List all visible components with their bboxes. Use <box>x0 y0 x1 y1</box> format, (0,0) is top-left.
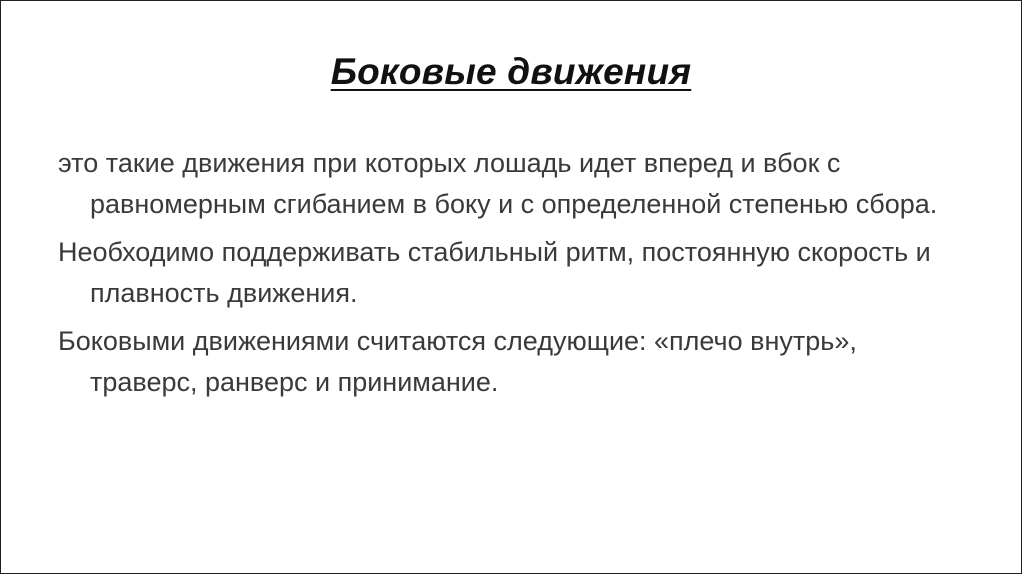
paragraph-rhythm: Необходимо поддерживать стабильный ритм, постоянную скорость и плавность движения. <box>58 237 931 308</box>
paragraph-movement-types: Боковыми движениями считаются следующие: «плечо внутрь», траверс, ранверс и принимание. <box>58 326 857 397</box>
paragraph-definition: это такие движения при которых лошадь идет вперед и вбок с равномерным сгибанием в боку и с определенной степенью сбора. <box>58 148 938 219</box>
slide-title: Боковые движения <box>330 51 692 92</box>
slide-body <box>58 143 958 410</box>
